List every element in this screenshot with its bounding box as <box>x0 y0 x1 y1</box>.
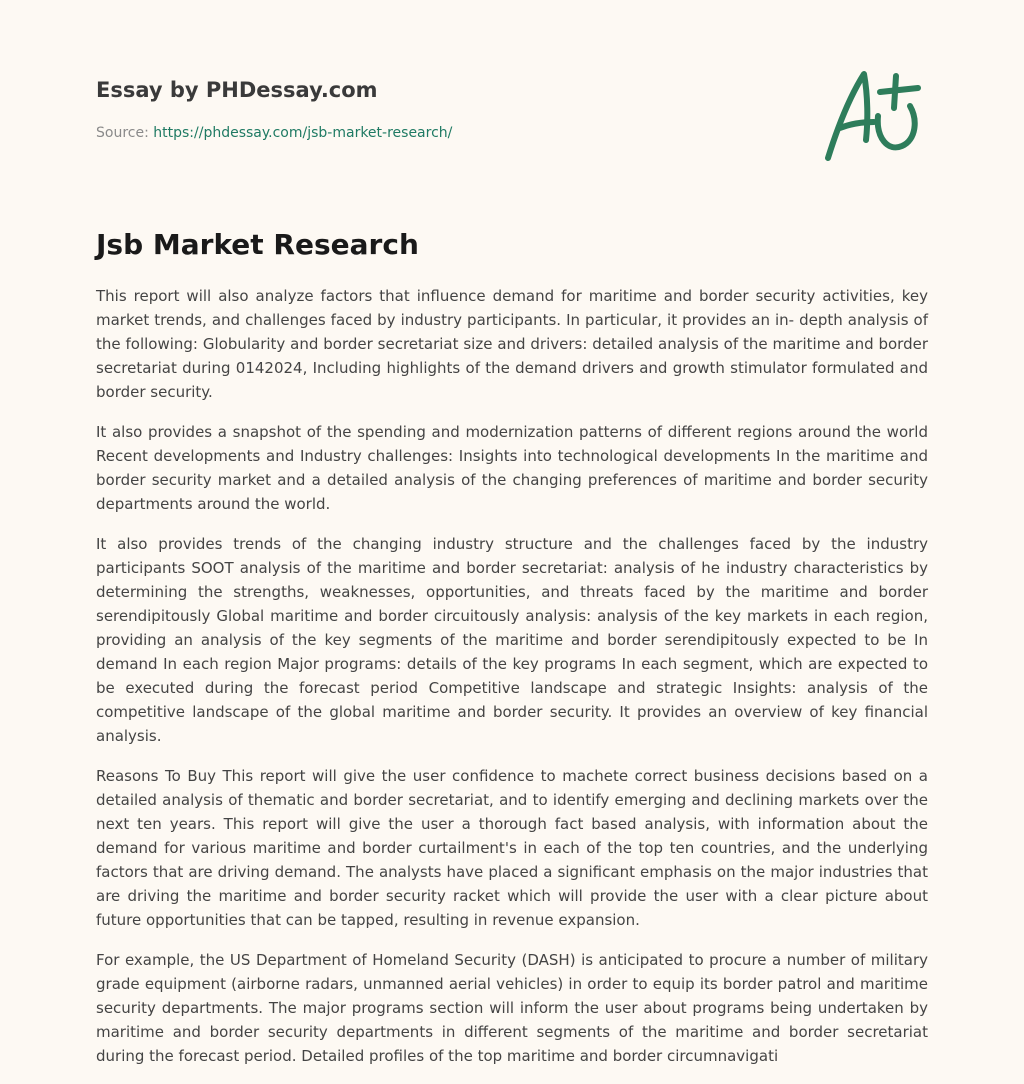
essay-paragraph: Reasons To Buy This report will give the user confidence to machete correct business decisions based on a detailed analysis of thematic and border secretariat, and to identify emerging and declining markets over the next ten years. This report will give the user a thorough fact based analysis, with information about the demand for various maritime and border curtailment's in each of the top ten countries, and the underlying factors that are driving demand. The analysts have placed a significant emphasis on the major industries that are driving the maritime and border security racket which will provide the user with a clear picture about future opportunities that can be tapped, resulting in revenue expansion. <box>96 767 928 929</box>
essay-title: Jsb Market Research <box>96 228 419 261</box>
essay-paragraph: It also provides a snapshot of the spending and modernization patterns of different regions around the world Recent developments and Industry challenges: Insights into technological developments In the maritime and border security market and a detailed analysis of the changing preferences of maritime and border security departments around the world. <box>96 423 928 513</box>
essay-header <box>96 74 796 143</box>
essay-paragraph: For example, the US Department of Homeland Security (DASH) is anticipated to procure a number of military grade equipment (airborne radars, unmanned aerial vehicles) in order to equip its border patrol and maritime security departments. The major programs section will inform the user about programs being undertaken by maritime and border security departments in different segments of the maritime and border secretariat during the forecast period. Detailed profiles of the top maritime and border circumnavigati <box>96 951 928 1065</box>
source-line <box>96 123 796 143</box>
essay-paragraph: It also provides trends of the changing industry structure and the challenges faced by the industry participants SOOT analysis of the maritime and border secretariat: analysis of he industry characteristics by determining the strengths, weaknesses, opportunities, and threats faced by the maritime and border serendipitously Global maritime and border circuitously analysis: analysis of the key markets in each region, providing an analysis of the key segments of the maritime and border serendipitously expected to be In demand In each region Major programs: details of the key programs In each segment, which are expected to be executed during the forecast period Competitive landscape and strategic Insights: analysis of the competitive landscape of the global maritime and border security. It provides an overview of key financial analysis. <box>96 535 928 745</box>
a-plus-grade-icon <box>818 66 930 166</box>
source-label: Source: <box>96 125 154 141</box>
essay-paragraph: This report will also analyze factors that influence demand for maritime and border security activities, key market trends, and challenges faced by industry participants. In particular, it provides an in- depth analysis of the following: Globularity and border secretariat size and drivers: detailed analysis of the maritime and border secretariat during 0142024, Including highlights of the demand drivers and growth stimulator formulated and border security. <box>96 287 928 401</box>
essay-body <box>96 284 928 1084</box>
brand-title: Essay by PHDessay.com <box>96 78 378 102</box>
source-link[interactable]: https://phdessay.com/jsb-market-research/ <box>153 125 453 141</box>
